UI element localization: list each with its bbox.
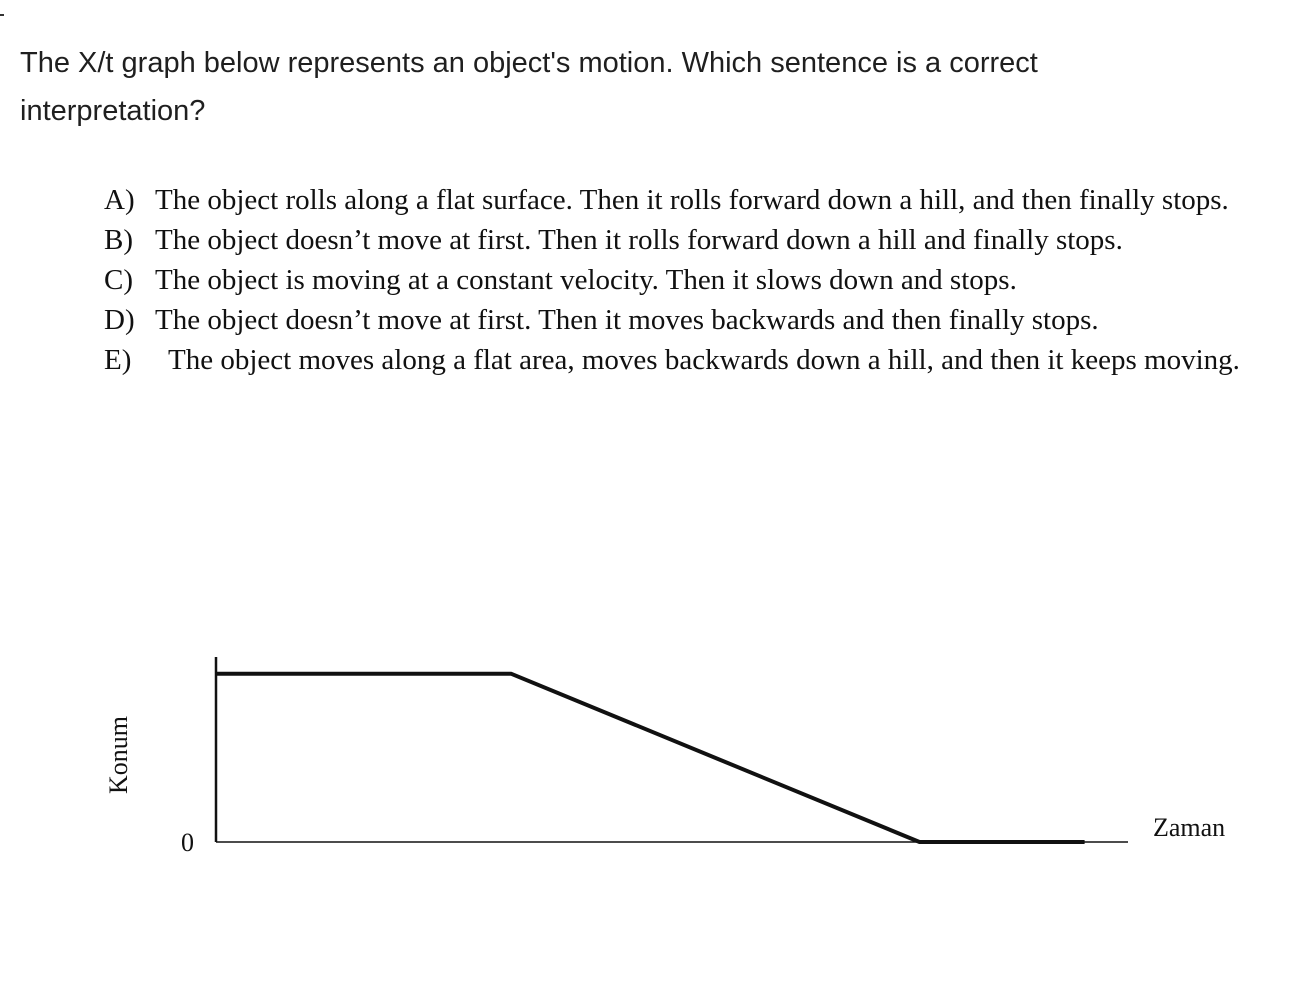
option-text: The object doesn’t move at first. Then it rolls forward down a hill and finally stops.: [155, 224, 1123, 256]
option-e[interactable]: [104, 340, 1264, 380]
option-text: The object rolls along a flat surface. Then it rolls forward down a hill, and then finally stops.: [155, 184, 1229, 216]
answer-options: [104, 180, 1264, 380]
option-a[interactable]: [104, 180, 1264, 220]
option-b[interactable]: [104, 220, 1264, 260]
option-letter: D): [104, 304, 135, 336]
option-d[interactable]: [104, 300, 1264, 340]
option-letter: B): [104, 224, 133, 256]
origin-label: 0: [181, 828, 194, 857]
option-text: The object moves along a flat area, moves backwards down a hill, and then it keeps moving.: [168, 344, 1240, 376]
option-text: The object doesn’t move at first. Then it moves backwards and then finally stops.: [155, 304, 1099, 336]
x-axis-label: Zaman: [1153, 813, 1226, 842]
y-axis-label: Konum: [104, 716, 133, 794]
position-time-graph: [0, 600, 1292, 900]
question-text: The X/t graph below represents an object's motion. Which sentence is a correct interpretation?: [20, 47, 1038, 127]
option-text: The object is moving at a constant velocity. Then it slows down and stops.: [155, 264, 1017, 296]
option-letter: A): [104, 184, 135, 216]
series-line: [216, 674, 1085, 842]
option-c[interactable]: [104, 260, 1264, 300]
corner-mark: [0, 14, 4, 16]
option-letter: C): [104, 264, 133, 296]
option-letter: E): [104, 344, 132, 376]
